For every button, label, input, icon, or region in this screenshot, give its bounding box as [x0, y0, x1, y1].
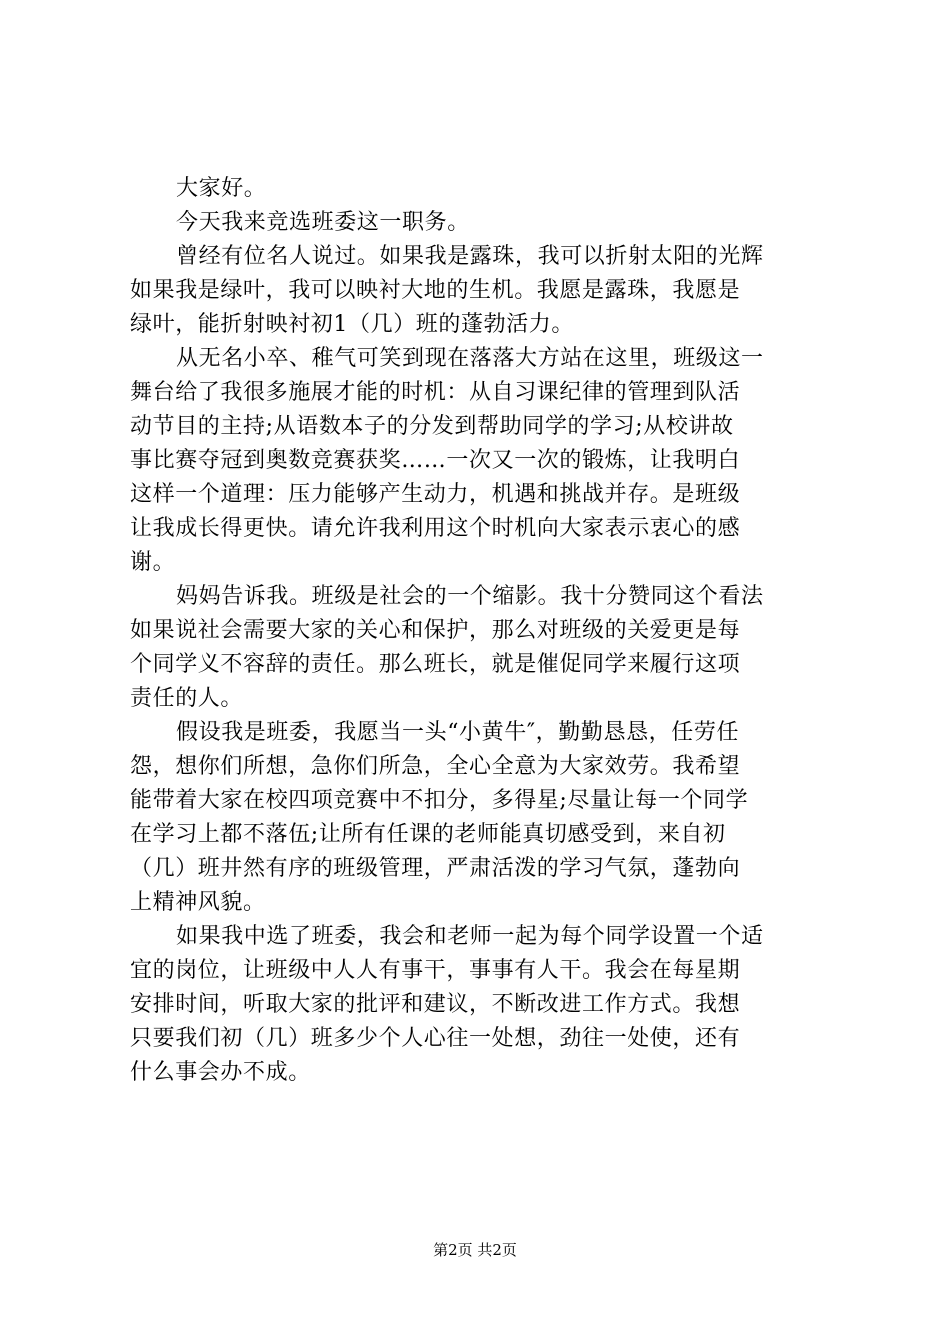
text-line: 什么事会办不成。 [130, 1060, 311, 1085]
text-line: 只要我们初（几）班多少个人心往一处想，劲往一处使，还有 [130, 1026, 741, 1051]
text-line: 事比赛夺冠到奥数竞赛获奖……一次又一次的锻炼，让我明白 [130, 448, 741, 473]
text-line: 责任的人。 [130, 686, 244, 711]
text-line: 个同学义不容辞的责任。那么班长，就是催促同学来履行这项 [130, 652, 741, 677]
text-line: 让我成长得更快。请允许我利用这个时机向大家表示衷心的感 [130, 516, 741, 541]
paragraph-first-line: 假设我是班委，我愿当一头“小黄牛″，勤勤恳恳，任劳任 [176, 720, 740, 745]
text-line: （几）班井然有序的班级管理，严肃活泼的学习气氛，蓬勃向 [130, 856, 741, 881]
text-line: 怨，想你们所想，急你们所急，全心全意为大家效劳。我希望 [130, 754, 741, 779]
paragraph-first-line: 妈妈告诉我。班级是社会的一个缩影。我十分赞同这个看法 [176, 584, 764, 609]
text-line: 宜的岗位，让班级中人人有事干，事事有人干。我会在每星期 [130, 958, 741, 983]
paragraph-first-line: 从无名小卒、稚气可笑到现在落落大方站在这里，班级这一 [176, 346, 764, 371]
text-line: 上精神风貌。 [130, 890, 266, 915]
text-line: 在学习上都不落伍;让所有任课的老师能真切感受到，来自初 [130, 822, 726, 847]
text-line: 动节目的主持;从语数本子的分发到帮助同学的学习;从校讲故 [130, 414, 734, 439]
body-text [130, 172, 832, 1090]
paragraph-first-line: 大家好。 [176, 176, 267, 201]
text-line: 如果我是绿叶，我可以映衬大地的生机。我愿是露珠，我愿是 [130, 278, 741, 303]
paragraph-first-line: 如果我中选了班委，我会和老师一起为每个同学设置一个适 [176, 924, 764, 949]
text-line: 安排时间，听取大家的批评和建议，不断改进工作方式。我想 [130, 992, 741, 1017]
text-line: 这样一个道理：压力能够产生动力，机遇和挑战并存。是班级 [130, 482, 741, 507]
text-line: 如果说社会需要大家的关心和保护，那么对班级的关爱更是每 [130, 618, 741, 643]
text-line: 能带着大家在校四项竞赛中不扣分，多得星;尽量让每一个同学 [130, 788, 749, 813]
text-line: 谢。 [130, 550, 176, 575]
page-footer: 第2页 共2页 [433, 1241, 517, 1259]
text-line: 绿叶，能折射映衬初1（几）班的蓬勃活力。 [130, 312, 574, 337]
text-line: 舞台给了我很多施展才能的时机：从自习课纪律的管理到队活 [130, 380, 741, 405]
paragraph-first-line: 今天我来竞选班委这一职务。 [176, 210, 470, 235]
paragraph-first-line: 曾经有位名人说过。如果我是露珠，我可以折射太阳的光辉 [176, 244, 764, 269]
